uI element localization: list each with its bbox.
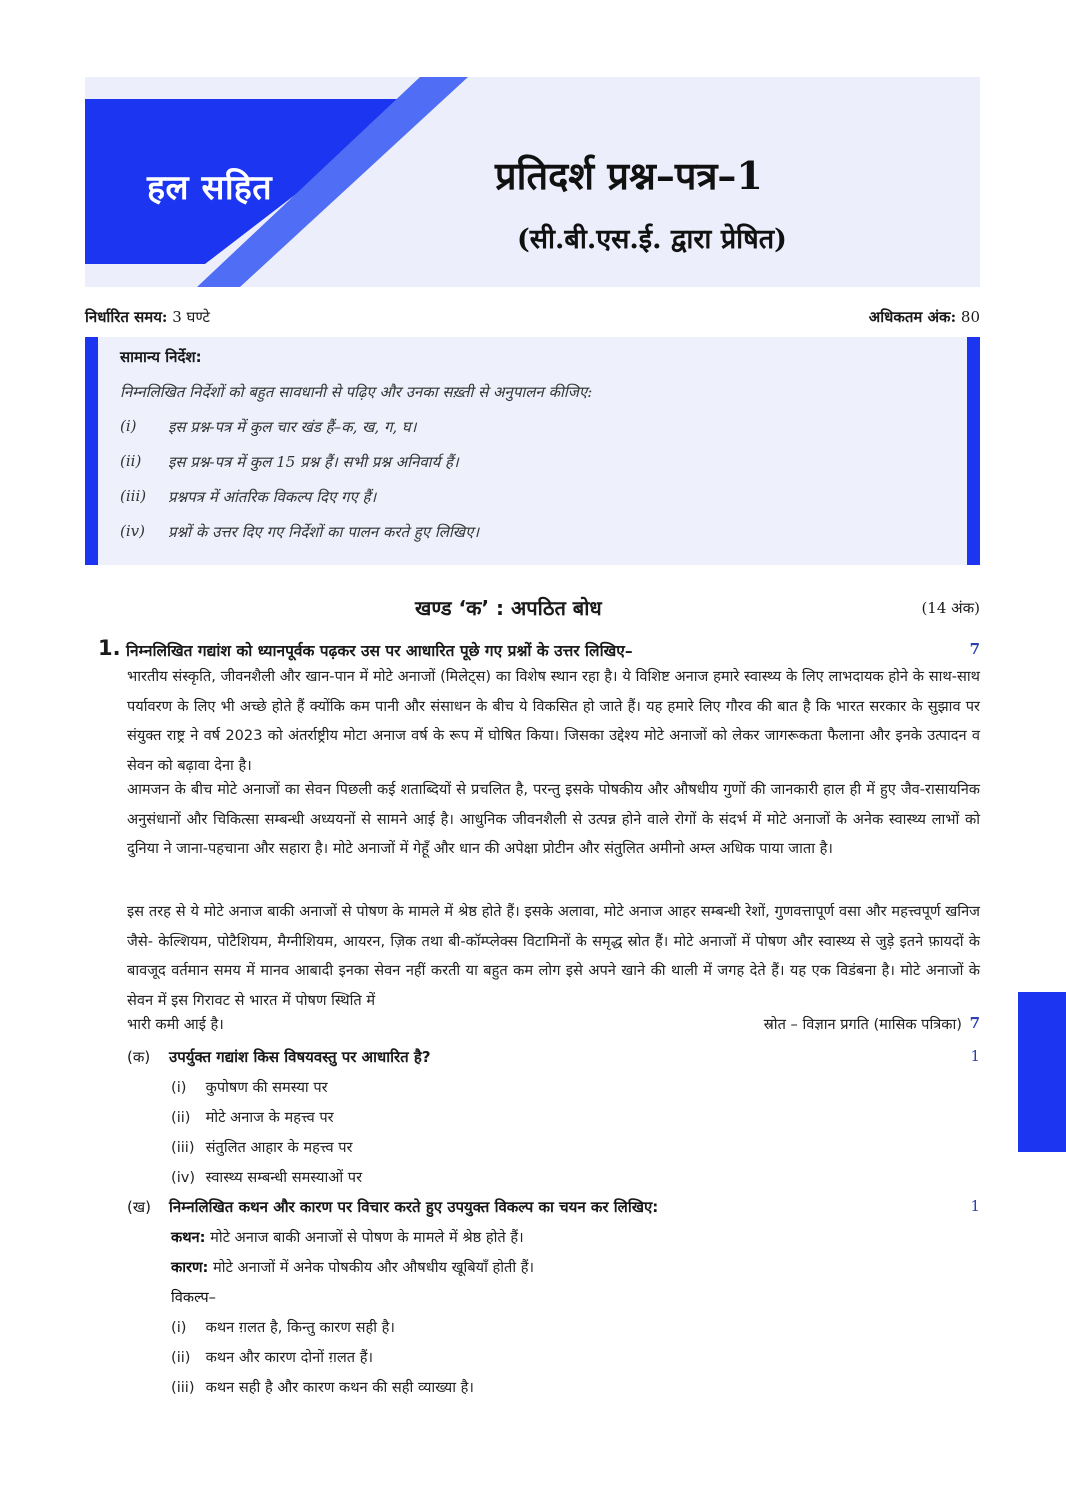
option-num: (ii)	[171, 1349, 191, 1366]
sub-question-label: (क)	[127, 1048, 151, 1066]
sub-question-ka	[127, 1047, 980, 1197]
marks-value: 80	[960, 308, 980, 326]
header-banner	[85, 77, 980, 287]
instruction-item	[120, 452, 459, 472]
instructions-title: सामान्य निर्देश:	[120, 348, 202, 366]
sub-question-text: निम्नलिखित कथन और कारण पर विचार करते हुए उपयुक्त विकल्प का चयन कर लिखिए:	[169, 1198, 659, 1216]
options-label: विकल्प–	[171, 1289, 216, 1306]
passage-paragraph-1: भारतीय संस्कृति, जीवनशैली और खान-पान में मोटे अनाजों (मिलेट्स) का विशेष स्थान रहा है। ये विशिष्ट अनाज हमारे स्वास्थ्य के लिए लाभदायक होने के साथ-साथ पर्यावरण के लिए भी अच्छे होते हैं क्योंकि कम पानी और संसाधन के बीच ये विकसित हो जाते हैं। यह हमारे लिए गौरव की बात है कि भारत सरकार के सुझाव पर संयुक्त राष्ट्र ने वर्ष 2023 को अंतर्राष्ट्रीय मोटा अनाज वर्ष के रूप में घोषित किया। जिसका उद्देश्य मोटे अनाजों को लेकर जागरूकता फैलाना और इनके उत्पादन व सेवन को बढ़ावा देना है।	[127, 668, 980, 774]
marks-label: अधिकतम अंक:	[868, 308, 957, 326]
sub-question-kha	[127, 1197, 980, 1407]
assertion	[127, 1227, 980, 1257]
instruction-num: (ii)	[120, 452, 142, 470]
passage-paragraph-2: आमजन के बीच मोटे अनाजों का सेवन पिछली कई शताब्दियों से प्रचलित है, परन्तु इसके पोषकीय और औषधीय गुणों की जानकारी हाल ही में हुए जैव-रासायनिक अनुसंधानों और चिकित्सा सम्बन्धी अध्ययनों से सामने आई है। आधुनिक जीवनशैली से उत्पन्न होने वाले रोगों के संदर्भ में मोटे अनाजों के अनेक स्वास्थ्य लाभों को दुनिया ने जाना-पहचाना और सहारा है। मोटे अनाजों में गेहूँ और धान की अपेक्षा प्रोटीन और संतुलित अमीनो अम्ल अधिक पाया जाता है।	[127, 781, 980, 857]
section-title: खण्ड ‘क’ : अपठित बोध	[415, 596, 602, 620]
assertion-text: मोटे अनाज बाकी अनाजों से पोषण के मामले में श्रेष्ठ होते हैं।	[210, 1229, 524, 1246]
question-marks: 7	[969, 640, 980, 658]
option-text: संतुलित आहार के महत्त्व पर	[205, 1139, 353, 1156]
option-num: (iii)	[171, 1139, 195, 1156]
passage-last-line: भारी कमी आई है।	[127, 1016, 224, 1033]
solution-tag: हल सहित	[147, 168, 273, 208]
option-text: कथन ग़लत है, किन्तु कारण सही है।	[205, 1319, 395, 1336]
option-item	[127, 1107, 980, 1137]
time-label: निर्धारित समय:	[85, 308, 168, 326]
option-text: कथन और कारण दोनों ग़लत हैं।	[205, 1349, 373, 1366]
sub-question-text: उपर्युक्त गद्यांश किस विषयवस्तु पर आधारित है?	[169, 1048, 431, 1066]
instruction-text: प्रश्नपत्र में आंतरिक विकल्प दिए गए हैं।	[168, 488, 377, 506]
instruction-text: इस प्रश्न-पत्र में कुल चार खंड हैं–क, ख, ग, घ।	[168, 418, 417, 436]
option-num: (ii)	[171, 1109, 191, 1126]
paper-title: प्रतिदर्श प्रश्न–पत्र–1	[495, 153, 763, 198]
sub-question-marks: 1	[970, 1197, 980, 1215]
sub-question-head	[127, 1047, 980, 1077]
time-allowed	[85, 307, 210, 331]
passage-source-line	[127, 1014, 980, 1042]
reason-label: कारण:	[171, 1259, 209, 1276]
instruction-num: (i)	[120, 417, 137, 435]
instruction-item	[120, 522, 479, 542]
option-item	[127, 1137, 980, 1167]
instruction-num: (iv)	[120, 522, 145, 540]
section-marks: (14 अंक)	[921, 599, 980, 617]
question-1-prompt	[98, 636, 980, 662]
option-item	[127, 1077, 980, 1107]
instruction-item	[120, 417, 416, 437]
assertion-label: कथन:	[171, 1229, 206, 1246]
option-text: मोटे अनाज के महत्त्व पर	[205, 1109, 334, 1126]
section-heading	[85, 594, 980, 624]
passage-paragraph-3: इस तरह से ये मोटे अनाज बाकी अनाजों से पोषण के मामले में श्रेष्ठ होते हैं। इसके अलावा, मोटे अनाज आहर सम्बन्धी रेशों, गुणवत्तापूर्ण वसा और महत्त्वपूर्ण खनिज जैसे- केल्शियम, पोटैशियम, मैग्नीशियम, आयरन, ज़िक तथा बी-कॉम्प्लेक्स विटामिनों के समृद्ध स्रोत हैं। मोटे अनाजों में पोषण और स्वास्थ्य से जुड़े इतने फ़ायदों के बावजूद वर्तमान समय में मानव आबादी इनका सेवन नहीं करती या बहुत कम लोग इसे अपने खाने की थाली में जगह देते हैं। यह एक विडंबना है। मोटे अनाजों के सेवन में इस गिरावट से भारत में पोषण स्थिति में	[127, 903, 980, 1009]
option-text: स्वास्थ्य सम्बन्धी समस्याओं पर	[205, 1169, 363, 1186]
option-item	[127, 1347, 980, 1377]
option-item	[127, 1377, 980, 1407]
option-num: (i)	[171, 1319, 187, 1336]
option-num: (iv)	[171, 1169, 196, 1186]
chapter-thumb-tab	[1018, 992, 1066, 1152]
instruction-text: इस प्रश्न-पत्र में कुल 15 प्रश्न हैं। सभी प्रश्न अनिवार्य हैं।	[168, 453, 459, 471]
paper-subtitle: (सी.बी.एस.ई. द्वारा प्रेषित)	[517, 224, 787, 255]
exam-meta	[85, 307, 980, 331]
sub-question-label: (ख)	[127, 1198, 151, 1216]
question-number: 1.	[98, 636, 121, 660]
option-item	[127, 1317, 980, 1347]
instruction-num: (iii)	[120, 487, 147, 505]
reason	[127, 1257, 980, 1287]
option-num: (i)	[171, 1079, 187, 1096]
instructions-intro: निम्नलिखित निर्देशों को बहुत सावधानी से पढ़िए और उनका सख़्ती से अनुपालन कीजिए:	[120, 383, 593, 401]
time-value: 3 घण्टे	[172, 308, 210, 326]
sub-question-head	[127, 1197, 980, 1227]
passage-source: स्रोत – विज्ञान प्रगति (मासिक पत्रिका)	[763, 1016, 962, 1033]
option-num: (iii)	[171, 1379, 195, 1396]
sub-question-marks: 1	[970, 1047, 980, 1065]
source-marks: 7	[969, 1014, 980, 1032]
instruction-text: प्रश्नों के उत्तर दिए गए निर्देशों का पालन करते हुए लिखिए।	[168, 523, 480, 541]
option-item	[127, 1167, 980, 1197]
instruction-item	[120, 487, 376, 507]
question-text: निम्नलिखित गद्यांश को ध्यानपूर्वक पढ़कर उस पर आधारित पूछे गए प्रश्नों के उत्तर लिखिए–	[126, 642, 633, 660]
option-text: कुपोषण की समस्या पर	[205, 1079, 328, 1096]
option-text: कथन सही है और कारण कथन की सही व्याख्या है।	[205, 1379, 474, 1396]
reason-text: मोटे अनाजों में अनेक पोषकीय और औषधीय खूबियाँ होती हैं।	[213, 1259, 535, 1276]
general-instructions	[85, 337, 980, 565]
max-marks	[869, 307, 980, 331]
